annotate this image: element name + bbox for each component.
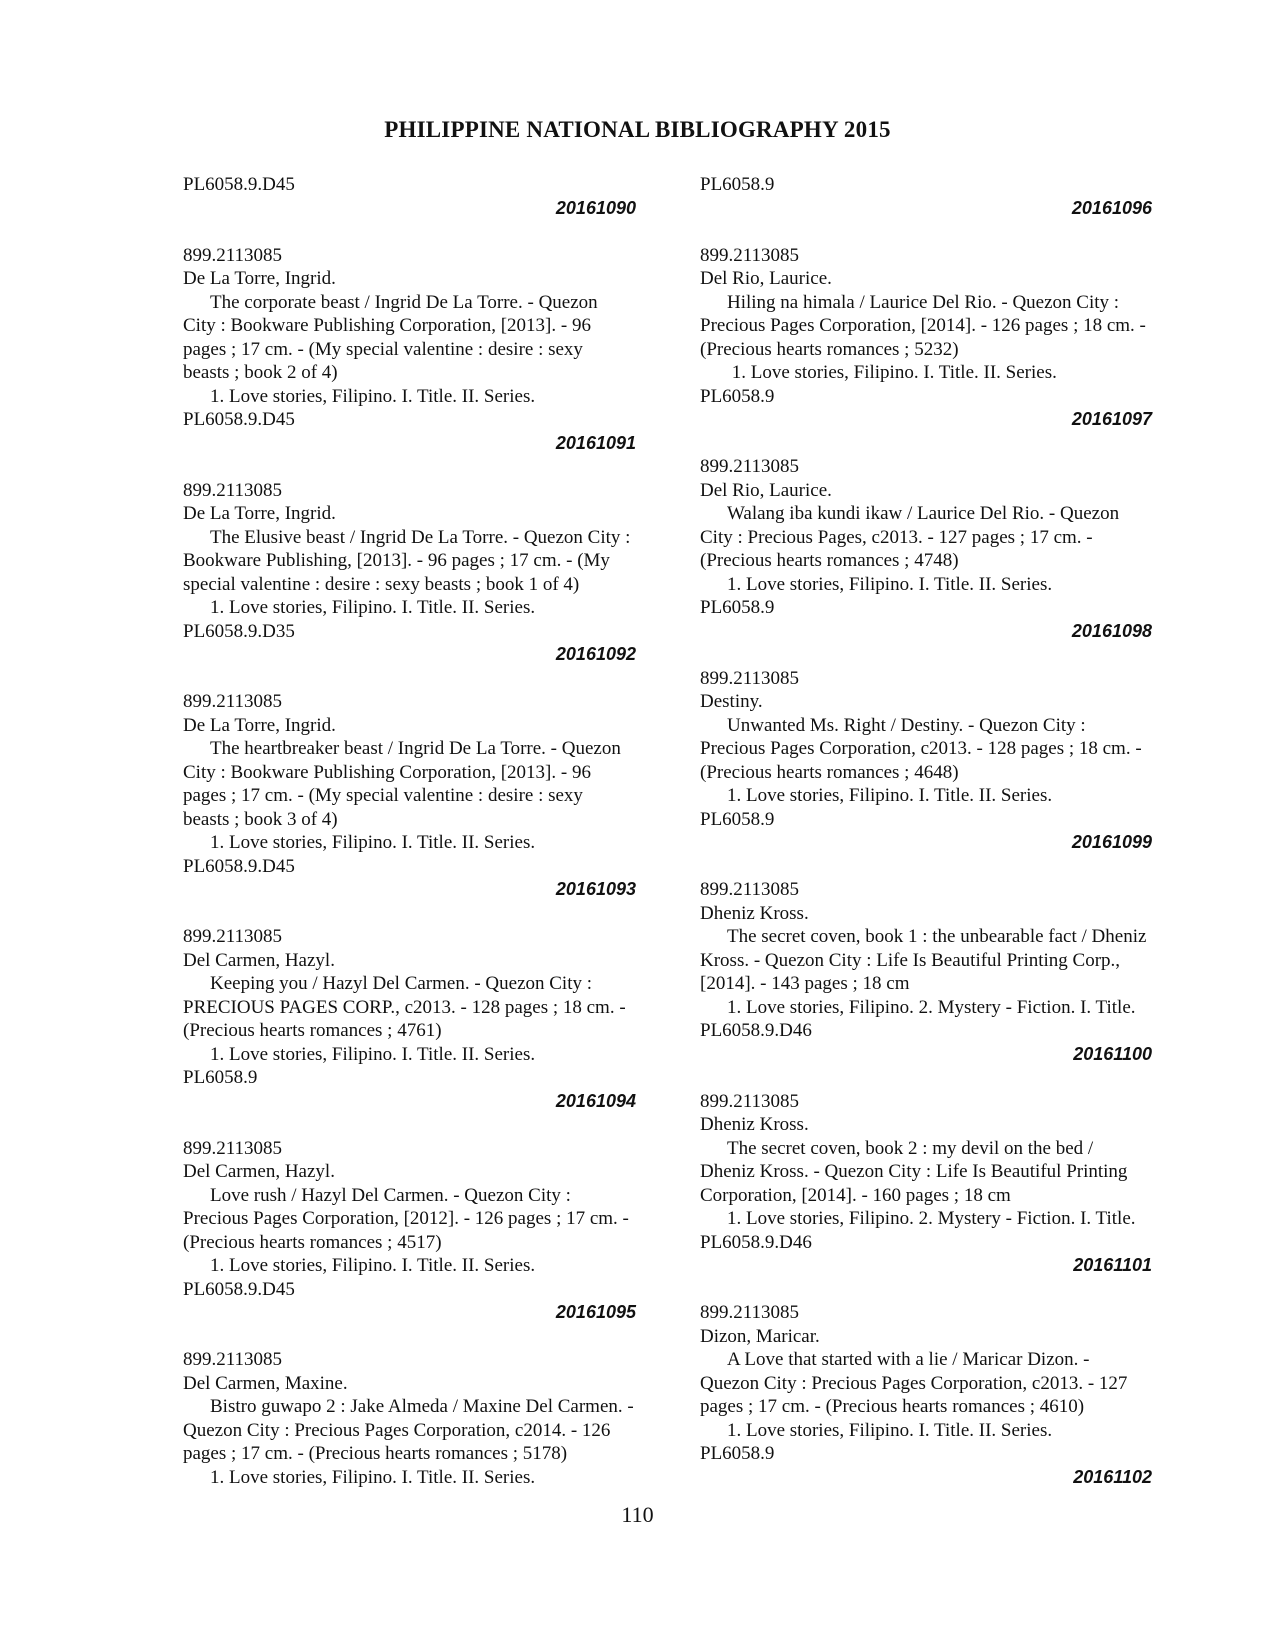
bibliography-entry xyxy=(183,878,638,1090)
entry-call-number: PL6058.9.D46 xyxy=(700,1020,812,1041)
entry-number: 20161090 xyxy=(555,197,636,218)
entry-description-line: Walang iba kundi ikaw / Laurice Del Rio. - Quezon xyxy=(727,503,1120,524)
right-column xyxy=(700,173,1180,1489)
entry-number: 20161099 xyxy=(1071,832,1152,852)
entry-description-line: (Precious hearts romances ; 4517) xyxy=(183,1231,442,1253)
entry-spacer xyxy=(183,455,638,479)
entry-spacer xyxy=(183,1113,638,1137)
entry-description-line: Love rush / Hazyl Del Carmen. - Quezon City : xyxy=(210,1184,571,1206)
entry-description-line: The heartbreaker beast / Ingrid De La Torre. - Quezon xyxy=(210,738,621,759)
dewey-number: 899.2113085 xyxy=(700,1090,800,1112)
dewey-number: 899.2113085 xyxy=(183,1349,283,1370)
entry-subjects: 1. Love stories, Filipino. I. Title. II. Series. xyxy=(210,1466,536,1488)
entry-spacer xyxy=(183,1325,638,1349)
entry-description-line: (Precious hearts romances ; 4748) xyxy=(700,550,959,571)
entry-subjects: 1. Love stories, Filipino. I. Title. II. Series. xyxy=(727,573,1053,595)
entry-description-line: pages ; 17 cm. - (Precious hearts romances ; 4610) xyxy=(700,1396,1085,1417)
page-title: PHILIPPINE NATIONAL BIBLIOGRAPHY 2015 xyxy=(384,117,891,142)
entry-description-line: Quezon City : Precious Pages Corporation, c2013. - 127 xyxy=(700,1372,1128,1394)
entry-subjects: 1. Love stories, Filipino. I. Title. II. Series. xyxy=(727,785,1053,806)
bibliography-entry xyxy=(700,1254,1180,1466)
entry-description-line: Kross. - Quezon City : Life Is Beautiful Printing Corp., xyxy=(700,949,1121,971)
entry-number: 20161097 xyxy=(1071,409,1152,429)
entry-description-line: Precious Pages Corporation, c2013. - 128 pages ; 18 cm. - xyxy=(700,738,1142,759)
dewey-number: 899.2113085 xyxy=(700,879,800,900)
entry-description-line: Hiling na himala / Laurice Del Rio. - Quezon City : xyxy=(727,291,1120,313)
bibliography-entry xyxy=(183,643,638,878)
dewey-number: 899.2113085 xyxy=(183,926,283,947)
bibliography-entry xyxy=(700,197,1180,409)
entry-subjects: 1. Love stories, Filipino. I. Title. II. Series. xyxy=(210,832,536,853)
bibliography-entry xyxy=(183,1301,638,1489)
entry-description-line: Bistro guwapo 2 : Jake Almeda / Maxine Del Carmen. - xyxy=(210,1396,634,1417)
entry-call-number: PL6058.9 xyxy=(700,597,775,618)
entry-subjects: 1. Love stories, Filipino. I. Title. II. Series. xyxy=(210,1255,536,1276)
entry-description-line: The corporate beast / Ingrid De La Torre. - Quezon xyxy=(210,291,598,313)
entry-list xyxy=(183,197,638,1490)
bibliography-entry xyxy=(183,432,638,644)
entry-call-number: PL6058.9.D45 xyxy=(183,1278,295,1300)
dewey-number: 899.2113085 xyxy=(183,1137,283,1159)
entry-number: 20161093 xyxy=(555,879,636,899)
entry-description-line: pages ; 17 cm. - (My special valentine : desire : sexy xyxy=(183,338,583,360)
entry-call-number: PL6058.9.D46 xyxy=(700,1231,812,1253)
entry-spacer xyxy=(700,1278,1180,1302)
entry-subjects: 1. Love stories, Filipino. I. Title. II. Series. xyxy=(210,1043,536,1065)
entry-description-line: A Love that started with a lie / Maricar Dizon. - xyxy=(727,1349,1090,1370)
entry-description-line: Unwanted Ms. Right / Destiny. - Quezon City : xyxy=(727,714,1086,736)
dewey-number: 899.2113085 xyxy=(700,244,800,266)
entry-author: De La Torre, Ingrid. xyxy=(183,714,336,736)
bibliography-entry xyxy=(700,620,1180,832)
entry-description-line: Quezon City : Precious Pages Corporation, c2014. - 126 xyxy=(183,1419,611,1441)
entry-author: De La Torre, Ingrid. xyxy=(183,268,336,289)
entry-description-line: The Elusive beast / Ingrid De La Torre. - Quezon City : xyxy=(210,526,631,548)
entry-author: Dizon, Maricar. xyxy=(700,1325,820,1347)
entry-description-line: special valentine : desire : sexy beasts ; book 1 of 4) xyxy=(183,573,580,595)
entry-description-line: The secret coven, book 1 : the unbearable fact / Dheniz xyxy=(727,926,1147,947)
lead-call-number: PL6058.9.D45 xyxy=(183,174,295,195)
entry-description-line: Keeping you / Hazyl Del Carmen. - Quezon City : xyxy=(210,973,593,994)
trailing-entry-number: 20161102 xyxy=(1073,1466,1152,1487)
dewey-number: 899.2113085 xyxy=(700,1302,800,1323)
entry-number: 20161098 xyxy=(1071,620,1152,641)
entry-author: Del Carmen, Maxine. xyxy=(183,1372,348,1394)
dewey-number: 899.2113085 xyxy=(700,456,800,477)
entry-subjects: 1. Love stories, Filipino. I. Title. II. Series. xyxy=(727,362,1057,383)
entry-description-line: [2014]. - 143 pages ; 18 cm xyxy=(700,973,910,994)
entry-spacer xyxy=(700,220,1180,244)
bibliography-entry xyxy=(700,831,1180,1043)
entry-description-line: (Precious hearts romances ; 4761) xyxy=(183,1020,442,1041)
entry-description-line: pages ; 17 cm. - (My special valentine : desire : sexy xyxy=(183,785,583,806)
entry-description-line: beasts ; book 3 of 4) xyxy=(183,808,338,830)
dewey-number: 899.2113085 xyxy=(700,667,800,689)
entry-author: Dheniz Kross. xyxy=(700,1114,809,1135)
entry-author: Del Carmen, Hazyl. xyxy=(183,1161,335,1182)
entry-description-line: beasts ; book 2 of 4) xyxy=(183,362,338,383)
dewey-number: 899.2113085 xyxy=(183,691,283,712)
entry-number: 20161101 xyxy=(1073,1255,1152,1275)
entry-description-line: Precious Pages Corporation, [2014]. - 126 pages ; 18 cm. - xyxy=(700,315,1146,336)
entry-author: Destiny. xyxy=(700,691,763,712)
entry-subjects: 1. Love stories, Filipino. I. Title. II. Series. xyxy=(210,597,536,618)
dewey-number: 899.2113085 xyxy=(183,479,283,501)
entry-spacer xyxy=(700,643,1180,667)
entry-description-line: City : Precious Pages, c2013. - 127 pages ; 17 cm. - xyxy=(700,526,1093,548)
entry-description-line: Corporation, [2014]. - 160 pages ; 18 cm xyxy=(700,1184,1011,1206)
dewey-number: 899.2113085 xyxy=(183,244,283,266)
entry-number: 20161100 xyxy=(1073,1043,1152,1064)
entry-call-number: PL6058.9.D45 xyxy=(183,409,295,430)
entry-description-line: Precious Pages Corporation, [2012]. - 126 pages ; 17 cm. - xyxy=(183,1208,629,1229)
entry-call-number: PL6058.9.D35 xyxy=(183,620,295,642)
entry-number: 20161092 xyxy=(555,644,636,664)
entry-call-number: PL6058.9 xyxy=(183,1067,258,1088)
bibliography-entry xyxy=(183,197,638,432)
entry-number: 20161091 xyxy=(555,432,636,453)
entry-spacer xyxy=(183,902,638,926)
bibliography-entry xyxy=(183,1090,638,1302)
entry-author: Del Carmen, Hazyl. xyxy=(183,949,335,971)
entry-subjects: 1. Love stories, Filipino. 2. Mystery - Fiction. I. Title. xyxy=(727,1208,1136,1229)
entry-subjects: 1. Love stories, Filipino. I. Title. II. Series. xyxy=(727,1419,1053,1441)
entry-description-line: PRECIOUS PAGES CORP., c2013. - 128 pages ; 18 cm. - xyxy=(183,996,626,1018)
entry-spacer xyxy=(183,667,638,691)
entry-description-line: Bookware Publishing, [2013]. - 96 pages ; 17 cm. - (My xyxy=(183,550,610,571)
entry-number: 20161096 xyxy=(1071,197,1152,218)
left-column xyxy=(183,173,638,1489)
page-number: 110 xyxy=(621,1502,654,1527)
entry-author: Dheniz Kross. xyxy=(700,902,809,924)
entry-call-number: PL6058.9 xyxy=(700,1443,775,1464)
entry-call-number: PL6058.9 xyxy=(700,808,775,830)
bibliography-entry xyxy=(700,1043,1180,1255)
entry-call-number: PL6058.9.D45 xyxy=(183,855,295,877)
entry-subjects: 1. Love stories, Filipino. 2. Mystery - Fiction. I. Title. xyxy=(727,996,1136,1018)
entry-description-line: Dheniz Kross. - Quezon City : Life Is Beautiful Printing xyxy=(700,1161,1128,1182)
entry-description-line: pages ; 17 cm. - (Precious hearts romances ; 5178) xyxy=(183,1443,568,1464)
entry-description-line: (Precious hearts romances ; 4648) xyxy=(700,761,959,783)
entry-spacer xyxy=(700,855,1180,879)
entry-call-number: PL6058.9 xyxy=(700,385,775,407)
entry-description-line: (Precious hearts romances ; 5232) xyxy=(700,338,959,360)
entry-spacer xyxy=(700,1066,1180,1090)
entry-spacer xyxy=(183,220,638,244)
entry-author: Del Rio, Laurice. xyxy=(700,268,832,289)
entry-spacer xyxy=(700,432,1180,456)
entry-author: De La Torre, Ingrid. xyxy=(183,503,336,524)
entry-number: 20161095 xyxy=(555,1302,636,1322)
entry-description-line: City : Bookware Publishing Corporation, [2013]. - 96 xyxy=(183,315,591,336)
bibliography-entry xyxy=(700,408,1180,620)
entry-list xyxy=(700,197,1180,1466)
entry-number: 20161094 xyxy=(555,1090,636,1111)
entry-subjects: 1. Love stories, Filipino. I. Title. II. Series. xyxy=(210,385,536,407)
entry-author: Del Rio, Laurice. xyxy=(700,479,832,501)
entry-description-line: The secret coven, book 2 : my devil on the bed / xyxy=(727,1137,1094,1159)
entry-description-line: City : Bookware Publishing Corporation, [2013]. - 96 xyxy=(183,761,591,783)
lead-call-number: PL6058.9 xyxy=(700,174,775,195)
